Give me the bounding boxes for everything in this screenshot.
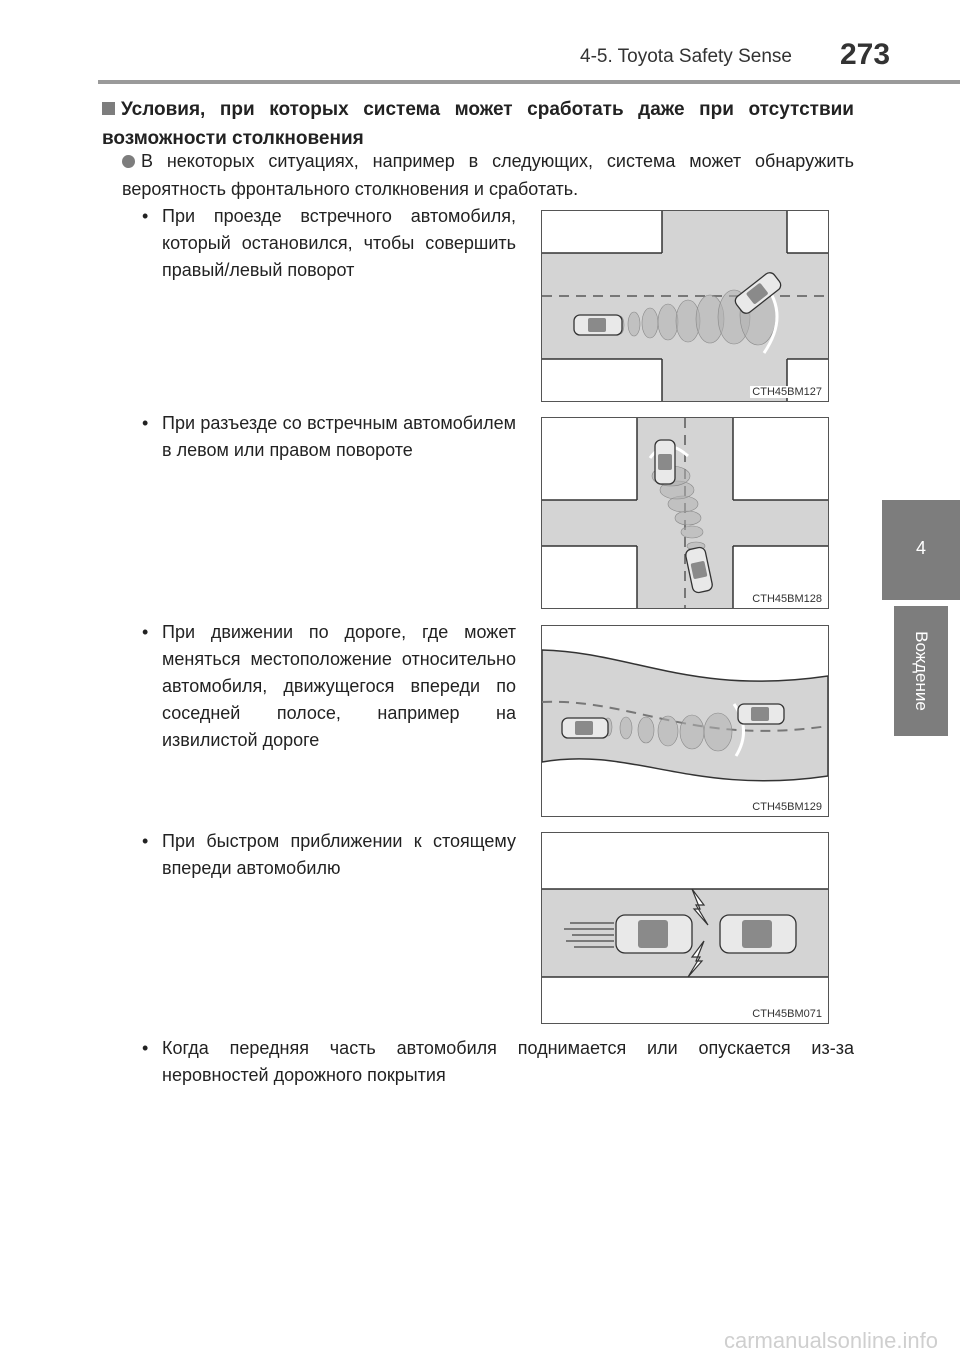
section-heading-text: Условия, при которых система может сработать даже при отсутствии возможности столкновения [102, 99, 854, 149]
figure-code: CTH45BM071 [752, 1008, 822, 1020]
bullet-mark: • [142, 622, 149, 642]
list-item [142, 1035, 854, 1089]
list-item [142, 203, 516, 284]
bullet-mark: • [142, 206, 149, 226]
list-item-text: При разъезде со встречным автомобилем в левом или правом повороте [162, 413, 516, 460]
figure-code: CTH45BM127 [752, 386, 822, 398]
curve-intersection-illustration [542, 418, 828, 608]
list-item-text: При движении по дороге, где может меняться местоположение относительно автомобиля, движущегося впереди по соседней полосе, например на извилистой дороге [162, 622, 516, 750]
intersection-illustration [542, 211, 828, 401]
footer-watermark: carmanualsonline.info [723, 1328, 938, 1353]
list-item-text: При проезде встречного автомобиля, который остановился, чтобы совершить правый/левый поворот [162, 206, 516, 280]
winding-road-illustration [542, 626, 828, 816]
list-item [142, 619, 516, 754]
chapter-label: Вождение [912, 631, 931, 711]
figure-passing-on-curve [541, 417, 829, 609]
page-number: 273 [840, 38, 891, 71]
figure-oncoming-turning-car [541, 210, 829, 402]
header-rule [98, 80, 960, 84]
chapter-tab [882, 500, 960, 600]
figure-winding-road [541, 625, 829, 817]
list-item [142, 410, 516, 464]
intro-text: В некоторых ситуациях, например в следующих, система может обнаружить вероятность фронтального столкновения и сработать. [122, 151, 854, 199]
list-item-text: Когда передняя часть автомобиля поднимается или опускается из-за неровностей дорожного покрытия [162, 1038, 854, 1085]
bullet-mark: • [142, 413, 149, 433]
chapter-number: 4 [915, 538, 926, 558]
intro-paragraph [122, 147, 854, 203]
figure-code: CTH45BM129 [752, 801, 822, 813]
header-section-title: 4-5. Toyota Safety Sense [580, 46, 792, 67]
section-heading [102, 95, 854, 153]
list-item-text: При быстром приближении к стоящему впереди автомобилю [162, 831, 516, 878]
bullet-mark: • [142, 831, 149, 851]
figure-rapid-approach [541, 832, 829, 1024]
figure-code: CTH45BM128 [752, 593, 822, 605]
list-item [142, 828, 516, 882]
chapter-label-tab [894, 606, 948, 736]
heading-square-icon [102, 102, 115, 115]
rapid-approach-illustration [542, 833, 828, 1023]
bullet-mark: • [142, 1038, 149, 1058]
intro-dot-icon [122, 155, 135, 168]
